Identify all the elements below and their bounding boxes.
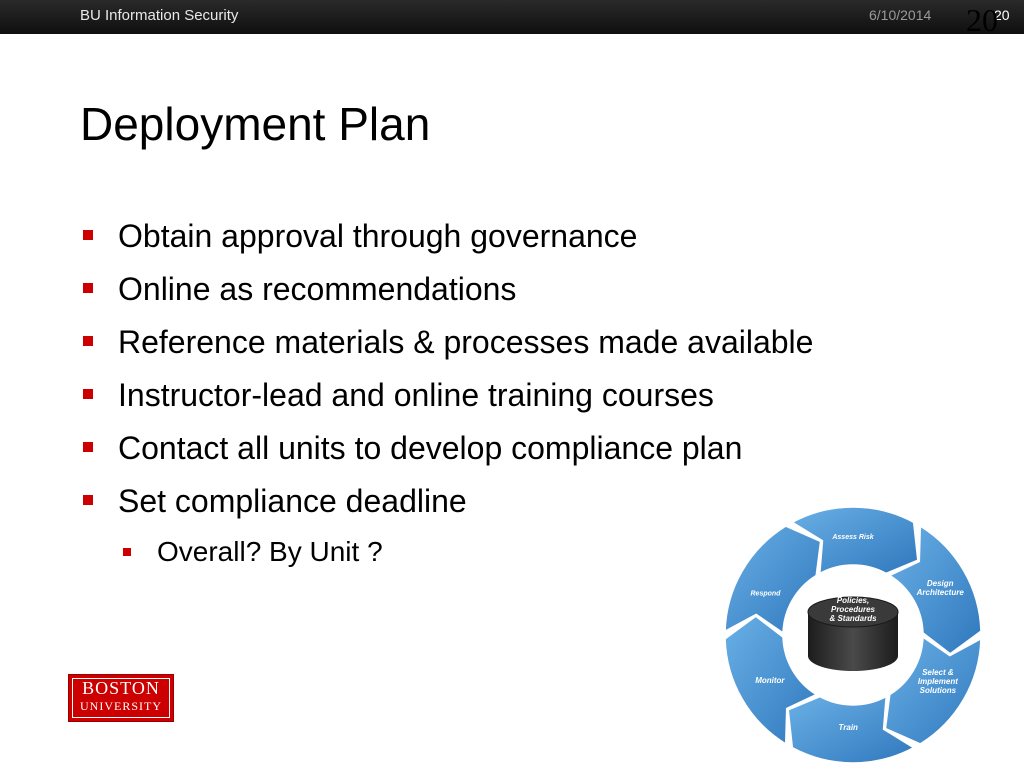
slide-title: Deployment Plan: [80, 98, 431, 150]
bullet-text: Set compliance deadline: [118, 483, 467, 519]
bullet-item: [80, 422, 813, 475]
bullet-marker: [83, 230, 93, 240]
header-date: 6/10/2014: [869, 7, 932, 23]
bullet-list: [80, 210, 813, 576]
bullet-item: [80, 210, 813, 263]
boston-university-logo: [68, 674, 174, 722]
bullet-marker: [83, 336, 93, 346]
bullet-text: Contact all units to develop compliance plan: [118, 430, 743, 466]
header-organization: BU Information Security: [80, 7, 239, 24]
bullet-marker: [83, 283, 93, 293]
header-bar: [0, 0, 1024, 38]
bullet-marker: [83, 495, 93, 505]
bullet-item: [80, 475, 813, 528]
security-lifecycle-diagram: [716, 504, 990, 766]
sub-bullet-item: [80, 528, 813, 576]
cycle-label-select-implement: Select & Implement Solutions: [917, 668, 958, 695]
bullet-text: Reference materials & processes made available: [118, 324, 814, 360]
cycle-label-monitor: Monitor: [755, 676, 785, 685]
cycle-label-design-architecture: Design Architecture: [916, 578, 964, 597]
logo-line-2: UNIVERSITY: [80, 699, 162, 713]
bullet-marker: [83, 442, 93, 452]
cycle-arrow-respond: [725, 526, 821, 633]
bullet-item: [80, 369, 813, 422]
sub-bullet-marker: [123, 548, 131, 556]
bullet-text: Online as recommendations: [118, 271, 517, 307]
slide-number-large: 20: [966, 2, 998, 38]
cycle-label-assess-risk: Assess Risk: [832, 534, 874, 541]
cycle-label-respond: Respond: [750, 590, 781, 598]
cycle-label-train: Train: [838, 722, 858, 732]
cycle-center-label: Policies, Procedures & Standards: [829, 596, 877, 623]
bullet-item: [80, 263, 813, 316]
logo-line-1: BOSTON: [82, 678, 160, 698]
bullet-marker: [83, 389, 93, 399]
bullet-text: Instructor-lead and online training courses: [118, 377, 714, 413]
sub-bullet-text: Overall? By Unit ?: [157, 536, 383, 567]
bullet-text: Obtain approval through governance: [118, 218, 638, 254]
bullet-item: [80, 316, 813, 369]
header-page-number: 20: [994, 7, 1010, 23]
